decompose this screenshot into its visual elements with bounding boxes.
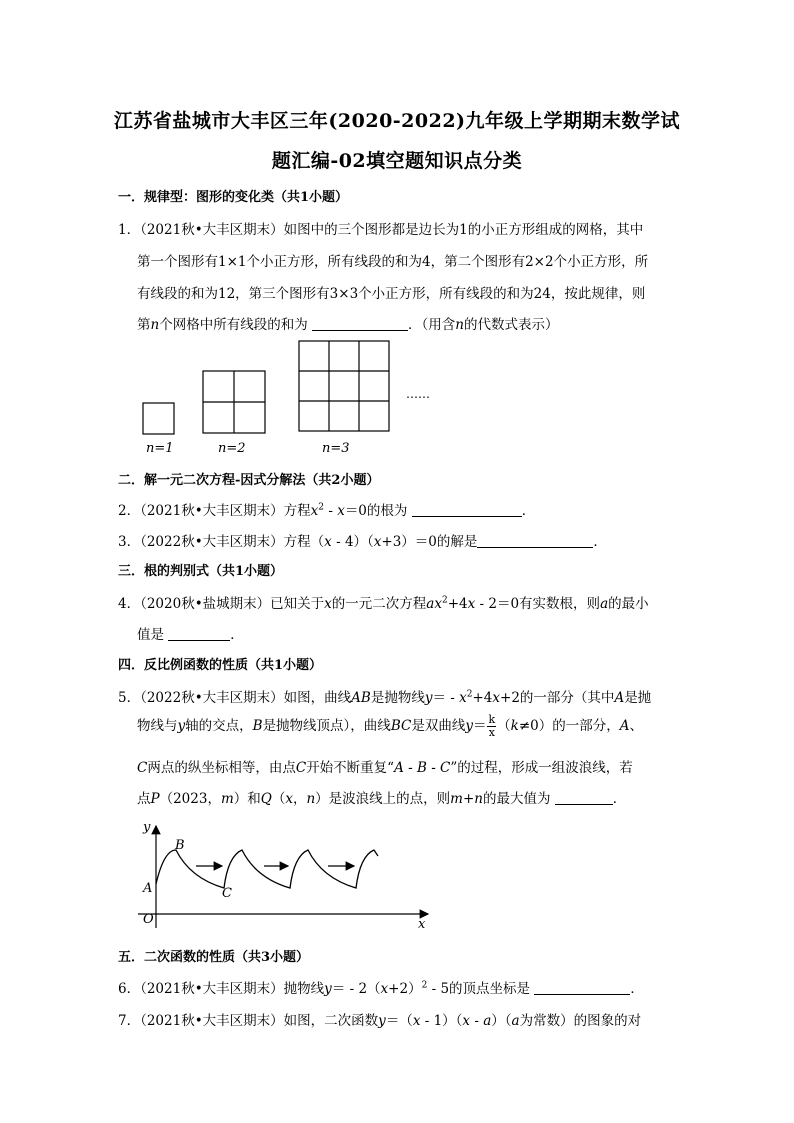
grid-3x3 [299, 341, 389, 431]
q5-text: 是抛物线顶点），曲线 [262, 718, 391, 734]
q6-text: ＝ - 2（ [331, 981, 381, 997]
q5-text: （2023， [159, 791, 221, 807]
q5-text: ）和 [233, 791, 261, 807]
q4-text: 值是 [137, 627, 164, 643]
q7-line [118, 1009, 641, 1029]
q5-text: 物线与 [137, 718, 178, 734]
q5-text: （ [497, 718, 511, 734]
q5-var: x [492, 690, 501, 706]
q7-var: y [378, 1013, 386, 1029]
q5-text: ＝ [472, 718, 487, 734]
q5-exponent: 2 [466, 689, 473, 700]
q2-var: x [310, 503, 319, 519]
q5-text: 5．（2022秋•大丰区期末）如图，曲线 [118, 690, 352, 706]
q7-text: ＝（ [385, 1013, 413, 1029]
q6-line [118, 977, 644, 997]
q5-var: k [510, 718, 519, 734]
q4-text: +4 [447, 596, 468, 612]
q5-text: 是双曲线 [411, 718, 466, 734]
q1-line1: 1．（2021秋•大丰区期末）如图中的三个图形都是边长为1的小正方形组成的网格，其中 [118, 222, 644, 238]
document-title-line2: 题汇编-02填空题知识点分类 [271, 150, 523, 172]
section-heading-2: 二．解一元二次方程-因式分解法（共2小题） [118, 473, 380, 488]
graph-label-B: B [175, 838, 185, 853]
q6-var: y [324, 981, 332, 997]
q1-text: 的代数式表示） [463, 317, 559, 333]
q4-text: ． [230, 627, 244, 643]
q1-line2: 第一个图形有1×1个小正方形，所有线段的和为4，第二个图形有2×2个小正方形，所 [137, 254, 649, 270]
q1-line3: 有线段的和为12，第三个图形有3×3个小正方形，所有线段的和为24，按此规律，则 [137, 286, 646, 302]
continuation-dots: …… [406, 387, 430, 401]
q5-var: P [150, 791, 160, 807]
q3-var: x [373, 534, 382, 550]
q5-var: C [295, 760, 307, 776]
q5-text: 轴的交点， [185, 718, 253, 734]
q4-text: - 2＝0有实数根，则 [475, 596, 601, 612]
wave-graph [130, 816, 440, 934]
q5-text: 两点的纵坐标相等，由点 [147, 760, 296, 776]
q3-var: x [324, 534, 332, 550]
q6-answer-blank[interactable] [534, 980, 630, 995]
wave-curve [156, 850, 378, 888]
q5-text: ”的过程，形成一组波浪线，若 [450, 760, 633, 776]
q5-text: ≠0）的一部分， [518, 718, 620, 734]
grid-square-1x1 [143, 403, 174, 434]
section-heading-4: 四．反比例函数的性质（共1小题） [118, 658, 323, 673]
q3-text: 3．（2022秋•大丰区期末）方程（ [118, 534, 325, 550]
q6-text: +2） [388, 981, 422, 997]
q2-answer-blank[interactable] [412, 502, 522, 517]
q5-text: 的最大值为 [482, 791, 551, 807]
q4-text: 的最小 [608, 596, 649, 612]
q6-exponent: 2 [421, 980, 428, 991]
q5-text: 、 [629, 718, 643, 734]
q5-text: ， [292, 791, 307, 807]
q4-line1 [118, 592, 649, 612]
q4-var: ax [426, 596, 442, 612]
section-heading-1: 一．规律型：图形的变化类（共1小题） [118, 190, 349, 205]
q5-text: 是抛物线 [370, 690, 425, 706]
q6-text: ． [630, 981, 644, 997]
q2-var: x [337, 503, 345, 519]
q5-var: y [465, 718, 473, 734]
q5-text: ）是波浪线上的点，则 [315, 791, 451, 807]
grid-figures [0, 0, 794, 470]
q4-line2 [137, 623, 244, 643]
grid-label-n2: n=2 [218, 441, 246, 456]
q5-var: B [252, 718, 263, 734]
q1-var-n: n [150, 317, 160, 333]
q4-var: x [467, 596, 476, 612]
q5-text: ＝ - [432, 690, 460, 706]
q3-answer-blank[interactable] [477, 533, 593, 548]
q5-text: 开始不断重复“ [306, 760, 395, 776]
q1-text: 第 [137, 317, 151, 333]
q7-var: x [462, 1013, 471, 1029]
q5-var: Q [260, 791, 272, 807]
q7-var: a [483, 1013, 492, 1029]
q5-text: +2的一部分（其中 [500, 690, 615, 706]
q5-var: x [285, 791, 293, 807]
q5-var: A [619, 718, 630, 734]
q7-text: 为常数）的图象的对 [519, 1013, 642, 1029]
q4-answer-blank[interactable] [168, 626, 230, 641]
q5-text: ． [612, 791, 627, 807]
q5-var: A [614, 690, 625, 706]
grid-label-n3: n=3 [322, 441, 350, 456]
q5-var: C [137, 760, 148, 776]
q4-text: 4．（2020秋•盐城期末）已知关于 [118, 596, 325, 612]
q6-var: x [380, 981, 389, 997]
q5-text: 是抛 [624, 690, 652, 706]
q5-fraction-denominator: x [488, 726, 495, 739]
q2-text: ＝0的根为 [344, 503, 408, 519]
graph-label-x: x [418, 917, 426, 932]
q5-text: 点 [137, 791, 151, 807]
q7-text: ）（ [491, 1013, 512, 1029]
q3-line [118, 530, 607, 550]
graph-label-y: y [143, 820, 151, 835]
q5-line3 [137, 756, 633, 776]
q2-text: 2．（2021秋•大丰区期末）方程 [118, 503, 311, 519]
q5-text: +4 [472, 690, 493, 706]
q4-text: 的一元二次方程 [331, 596, 427, 612]
q5-text: （ [271, 791, 286, 807]
q7-text: 7．（2021秋•大丰区期末）如图，二次函数 [118, 1013, 379, 1029]
q7-var: x [412, 1013, 421, 1029]
q7-text: - [470, 1013, 484, 1029]
q2-text: ． [521, 503, 536, 519]
section-heading-3: 三．根的判别式（共1小题） [118, 564, 284, 579]
q5-fraction-numerator: k [488, 713, 496, 726]
q4-exponent: 2 [441, 595, 448, 606]
q5-var: m [220, 791, 234, 807]
q5-var: x [459, 690, 467, 706]
q5-var: A - B - C [394, 760, 451, 776]
q4-var: x [324, 596, 332, 612]
q3-text: - 4）（ [331, 534, 374, 550]
graph-label-origin: O [143, 912, 154, 927]
q5-var: n [306, 791, 316, 807]
document-title-line1: 江苏省盐城市大丰区三年(2020-2022)九年级上学期期末数学试 [113, 110, 681, 132]
q2-exponent: 2 [318, 502, 325, 513]
q3-text: +3）＝0的解是 [381, 534, 478, 550]
q5-line1 [118, 686, 651, 706]
grid-label-n1: n=1 [146, 441, 174, 456]
graph-label-A: A [143, 881, 153, 896]
q4-var: a [600, 596, 609, 612]
q5-answer-blank[interactable] [555, 790, 613, 805]
q5-var: y [177, 718, 186, 734]
grid-2x2 [203, 371, 265, 433]
q6-text: 6．（2021秋•大丰区期末）抛物线 [118, 981, 325, 997]
q1-text: ．（用含 [408, 317, 456, 333]
q5-line4 [137, 787, 626, 807]
q7-var: a [511, 1013, 520, 1029]
q3-text: ． [593, 534, 607, 550]
q2-line [118, 499, 535, 519]
q5-var: BC [390, 718, 412, 734]
q5-line2 [137, 714, 643, 739]
q1-var-n: n [455, 317, 464, 333]
section-heading-5: 五．二次函数的性质（共3小题） [118, 950, 310, 965]
q7-text: - 1）（ [420, 1013, 463, 1029]
q5-fraction [487, 714, 496, 739]
q5-var: m+n [450, 791, 483, 807]
graph-label-C: C [222, 886, 232, 901]
q5-var: AB [351, 690, 371, 706]
q1-text: 个网格中所有线段的和为 [159, 317, 308, 333]
q2-text: - [324, 503, 338, 519]
q6-text: - 5的顶点坐标是 [427, 981, 531, 997]
q5-var: y [424, 690, 433, 706]
